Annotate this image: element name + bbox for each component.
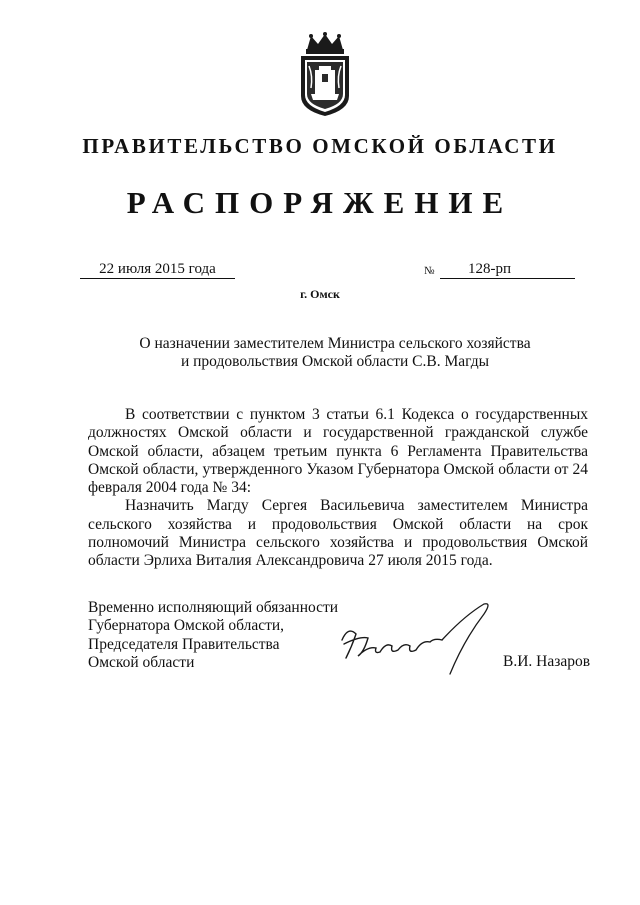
document-number: 128-рп <box>440 261 575 279</box>
body-paragraph: В соответствии с пунктом 3 статьи 6.1 Кодекса о государственных должностях Омской области и государственной гражданской службе Омской области, абзацем третьим пункта 6 Регламента Правительства Омской области, утвержденного Указом Губернатора Омской области от 24 февраля 2004 года № 34: <box>88 406 588 497</box>
handwritten-signature <box>334 596 494 676</box>
subject-line: О назначении заместителем Министра сельского хозяйства <box>139 335 531 352</box>
subject-line: и продовольствия Омской области С.В. Магды <box>180 353 490 370</box>
document-subject <box>0 335 640 371</box>
city: г. Омск <box>300 287 340 301</box>
document-body <box>88 406 588 571</box>
coat-of-arms-icon <box>293 32 357 118</box>
signatory-position-line: Председателя Правительства <box>88 635 280 653</box>
signatory-position-line: Омской области <box>88 653 195 671</box>
document-date: 22 июля 2015 года <box>80 261 235 279</box>
document-type: РАСПОРЯЖЕНИЕ <box>126 185 514 220</box>
signatory-position <box>88 599 348 672</box>
signatory-position-line: Временно исполняющий обязанности <box>88 599 339 616</box>
signatory-position-line: Губернатора Омской области, <box>88 617 285 635</box>
number-label: № <box>424 265 435 277</box>
body-paragraph: Назначить Магду Сергея Васильевича заместителем Министра сельского хозяйства и продовольствия Омской области на срок полномочий Министра сельского хозяйства и продовольствия Омской области Эрлиха Виталия Александровича 27 июля 2015 года. <box>88 497 588 570</box>
government-title: ПРАВИТЕЛЬСТВО ОМСКОЙ ОБЛАСТИ <box>82 134 558 158</box>
signatory-name: В.И. Назаров <box>503 653 591 670</box>
